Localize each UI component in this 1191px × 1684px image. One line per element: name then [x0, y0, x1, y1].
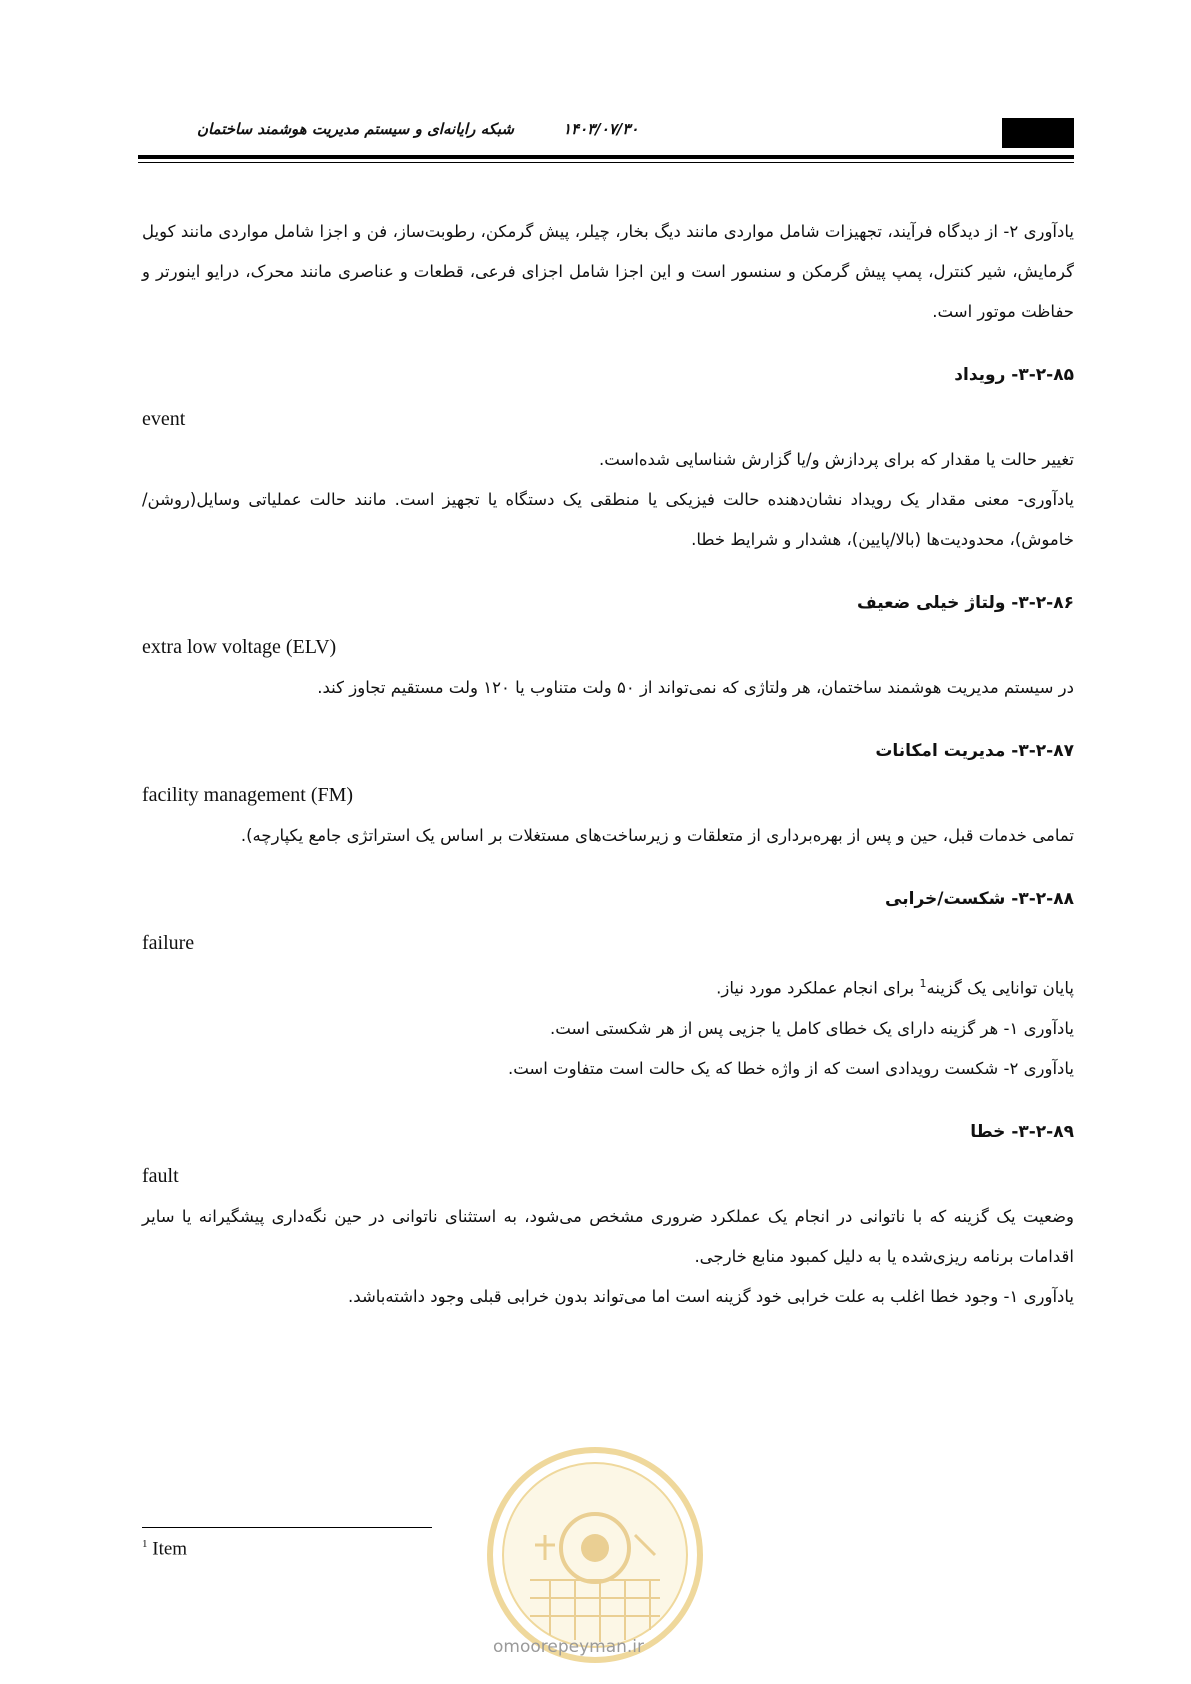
body-paragraph: یادآوری ۱- وجود خطا اغلب به علت خرابی خود گزینه است اما می‌تواند بدون خرابی قبلی وجود داشته‌باشد.	[348, 1286, 1074, 1306]
english-term: failure	[142, 932, 195, 954]
page-header	[138, 114, 1074, 150]
body-paragraph	[142, 964, 1074, 1009]
header-rule-thin	[138, 162, 1074, 163]
header-page-number-box	[1002, 118, 1074, 148]
footnote-number: 1	[142, 1538, 148, 1550]
section-heading: ۳-۲-۸۶- ولتاژ خیلی ضعیف	[856, 593, 1074, 613]
english-term: fault	[142, 1164, 179, 1187]
body-paragraph: در سیستم مدیریت هوشمند ساختمان، هر ولتاژی که نمی‌تواند از ۵۰ ولت متناوب یا ۱۲۰ ولت مستقیم تجاوز کند.	[317, 678, 1074, 697]
section-heading: ۳-۲-۸۷- مدیریت امکانات	[875, 741, 1074, 761]
body-paragraph: یادآوری- معنی مقدار یک رویداد نشان‌دهنده حالت فیزیکی یا منطقی یک دستگاه یا تجهیز است. مانند حالت عملیاتی وسایل(روشن/خاموش)، محدودیت‌ها (بالا/پایین)، هشدار و شرایط خطا.	[142, 490, 1074, 549]
footnote-separator	[142, 1527, 432, 1528]
section-heading: ۳-۲-۸۸- شکست/خرابی	[885, 889, 1074, 909]
body-paragraph: تمامی خدمات قبل، حین و پس از بهره‌برداری از متعلقات و زیرساخت‌های مستغلات بر اساس یک استراتژی جامع یکپارچه).	[240, 826, 1074, 845]
body-paragraph: وضعیت یک گزینه که با ناتوانی در انجام یک عملکرد ضروری مشخص می‌شود، به استثنای ناتوانی در حین نگه‌داری پیشگیرانه یا سایر اقدامات برنامه ریزی‌شده یا به دلیل کمبود منابع خارجی.	[142, 1206, 1074, 1266]
english-term: event	[142, 408, 186, 430]
body-paragraph: یادآوری ۲- شکست رویدادی است که از واژه خطا که یک حالت است متفاوت است.	[507, 1058, 1074, 1078]
paragraph-text: پایان توانایی یک گزینه	[926, 978, 1074, 998]
header-rule-thick	[138, 155, 1074, 159]
footnote-ref: 1	[919, 977, 927, 990]
body-paragraph: تغییر حالت یا مقدار که برای پردازش و/یا گزارش شناسایی شده‌است.	[599, 450, 1074, 469]
paragraph-text-cont: برای انجام عملکرد مورد نیاز.	[716, 978, 920, 998]
english-term: extra low voltage (ELV)	[142, 636, 337, 658]
body-paragraph: یادآوری ۲- از دیدگاه فرآیند، تجهیزات شامل مواردی مانند دیگ بخار، چیلر، پیش گرمکن، رطوبت‌ساز، فن و اجزا شامل مواردی مانند کویل گرمایش، شیر کنترل، پمپ پیش گرمکن و سنسور است و این اجزا شامل اجزای فرعی، قطعات و عناصری مانند محرک، درایو اینورتر و حفاظت موتور است.	[142, 222, 1074, 321]
footnote	[142, 1538, 187, 1560]
header-date: ۱۴۰۳/۰۷/۳۰	[563, 120, 639, 138]
watermark-url: omoorepeyman.ir	[493, 1637, 645, 1657]
main-content	[142, 212, 1074, 1317]
english-term: facility management (FM)	[142, 784, 354, 806]
body-paragraph: یادآوری ۱- هر گزینه دارای یک خطای کامل یا جزیی پس از هر شکستی است.	[549, 1018, 1074, 1038]
section-heading: ۳-۲-۸۵- رویداد	[954, 365, 1074, 385]
section-heading: ۳-۲-۸۹- خطا	[970, 1121, 1074, 1142]
footnote-text: Item	[152, 1538, 188, 1560]
header-title: شبکه رایانه‌ای و سیستم مدیریت هوشمند ساختمان	[196, 120, 514, 138]
